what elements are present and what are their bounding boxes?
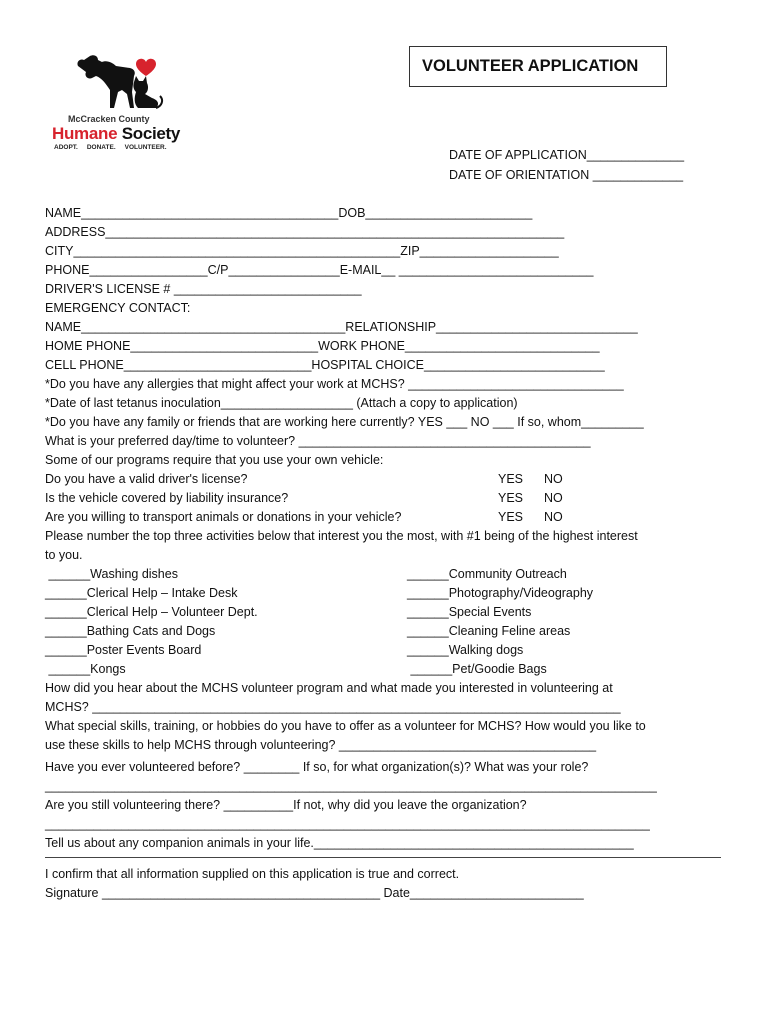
vehicle-no-option[interactable]: NO [544, 510, 563, 524]
activity-option[interactable]: ______Bathing Cats and Dogs [45, 624, 216, 638]
dog-cat-heart-icon [72, 52, 182, 114]
vehicle-no-option[interactable]: NO [544, 472, 563, 486]
activity-option[interactable]: ______Special Events [407, 605, 532, 619]
companion-animals-field[interactable]: Tell us about any companion animals in your life.______________________________________________ [45, 836, 634, 850]
activity-option[interactable]: ______Walking dogs [407, 643, 524, 657]
emergency-name-field[interactable]: NAME______________________________________RELATIONSHIP_____________________________ [45, 320, 638, 334]
volunteered-before-field[interactable]: Have you ever volunteered before? ________ If so, for what organization(s)? What was your role? [45, 760, 589, 774]
cell-hospital-field[interactable]: CELL PHONE___________________________HOSPITAL CHOICE__________________________ [45, 358, 605, 372]
confirmation-statement: I confirm that all information supplied on this application is true and correct. [45, 867, 460, 881]
name-dob-field[interactable]: NAME_____________________________________DOB________________________ [45, 206, 533, 220]
vehicle-no-option[interactable]: NO [544, 491, 563, 505]
date-of-application-field[interactable]: DATE OF APPLICATION______________ [449, 148, 685, 162]
volunteered-role-line[interactable]: ________________________________________________________________________________________ [45, 779, 657, 793]
logo-name [52, 124, 180, 144]
preferred-time-field[interactable]: What is your preferred day/time to volunteer? __________________________________________ [45, 434, 591, 448]
activity-option[interactable]: ______Washing dishes [45, 567, 178, 581]
signature-date-field[interactable]: Signature ________________________________________ Date_________________________ [45, 886, 584, 900]
home-work-phone-field[interactable]: HOME PHONE___________________________WORK PHONE____________________________ [45, 339, 600, 353]
tetanus-field[interactable]: *Date of last tetanus inoculation___________________ (Attach a copy to application) [45, 396, 518, 410]
vehicle-yes-option[interactable]: YES [498, 510, 524, 524]
logo-name-society: Society [117, 124, 181, 143]
vehicle-question: Are you willing to transport animals or donations in your vehicle? [45, 510, 402, 524]
vehicle-yes-option[interactable]: YES [498, 472, 524, 486]
activity-option[interactable]: ______Community Outreach [407, 567, 567, 581]
still-volunteering-field[interactable]: Are you still volunteering there? __________If not, why did you leave the organization? [45, 798, 527, 812]
activities-intro-cont: to you. [45, 548, 83, 562]
page-title: VOLUNTEER APPLICATION [422, 57, 639, 75]
activity-option[interactable]: ______Poster Events Board [45, 643, 202, 657]
family-field[interactable]: *Do you have any family or friends that are working here currently? YES ___ NO ___ If so, whom_________ [45, 415, 644, 429]
vehicle-question: Do you have a valid driver's license? [45, 472, 248, 486]
activities-intro: Please number the top three activities below that interest you the most, with #1 being of the highest interest [45, 529, 638, 543]
activity-option[interactable]: ______Clerical Help – Intake Desk [45, 586, 238, 600]
drivers-license-field[interactable]: DRIVER'S LICENSE # ___________________________ [45, 282, 362, 296]
activity-option[interactable]: ______Clerical Help – Volunteer Dept. [45, 605, 258, 619]
city-zip-field[interactable]: CITY_______________________________________________ZIP____________________ [45, 244, 559, 258]
emergency-contact-heading: EMERGENCY CONTACT: [45, 301, 191, 315]
allergies-field[interactable]: *Do you have any allergies that might affect your work at MCHS? _______________________________ [45, 377, 624, 391]
vehicle-question: Is the vehicle covered by liability insurance? [45, 491, 289, 505]
logo-name-humane: Humane [52, 124, 118, 143]
activity-option[interactable]: ______Photography/Videography [407, 586, 594, 600]
leave-reason-line[interactable]: _______________________________________________________________________________________ [45, 817, 650, 831]
logo-tagline: ADOPT. DONATE. VOLUNTEER. [54, 144, 167, 151]
hear-about-field[interactable]: MCHS? ____________________________________________________________________________ [45, 700, 621, 714]
address-field[interactable]: ADDRESS__________________________________________________________________ [45, 225, 565, 239]
hear-about-question: How did you hear about the MCHS volunteer program and what made you interested in volunteering at [45, 681, 613, 695]
divider [45, 857, 721, 858]
skills-question: What special skills, training, or hobbies do you have to offer as a volunteer for MCHS? How would you like to [45, 719, 646, 733]
humane-society-logo [50, 52, 190, 152]
logo-county: McCracken County [68, 114, 150, 124]
title-box [409, 46, 667, 87]
vehicle-intro: Some of our programs require that you use your own vehicle: [45, 453, 384, 467]
phone-email-field[interactable]: PHONE_________________C/P________________E-MAIL__ ____________________________ [45, 263, 594, 277]
skills-field[interactable]: use these skills to help MCHS through volunteering? _____________________________________ [45, 738, 597, 752]
activity-option[interactable]: ______Cleaning Feline areas [407, 624, 571, 638]
date-of-orientation-field[interactable]: DATE OF ORIENTATION _____________ [449, 168, 684, 182]
activity-option[interactable]: ______Pet/Goodie Bags [407, 662, 547, 676]
vehicle-yes-option[interactable]: YES [498, 491, 524, 505]
activity-option[interactable]: ______Kongs [45, 662, 126, 676]
